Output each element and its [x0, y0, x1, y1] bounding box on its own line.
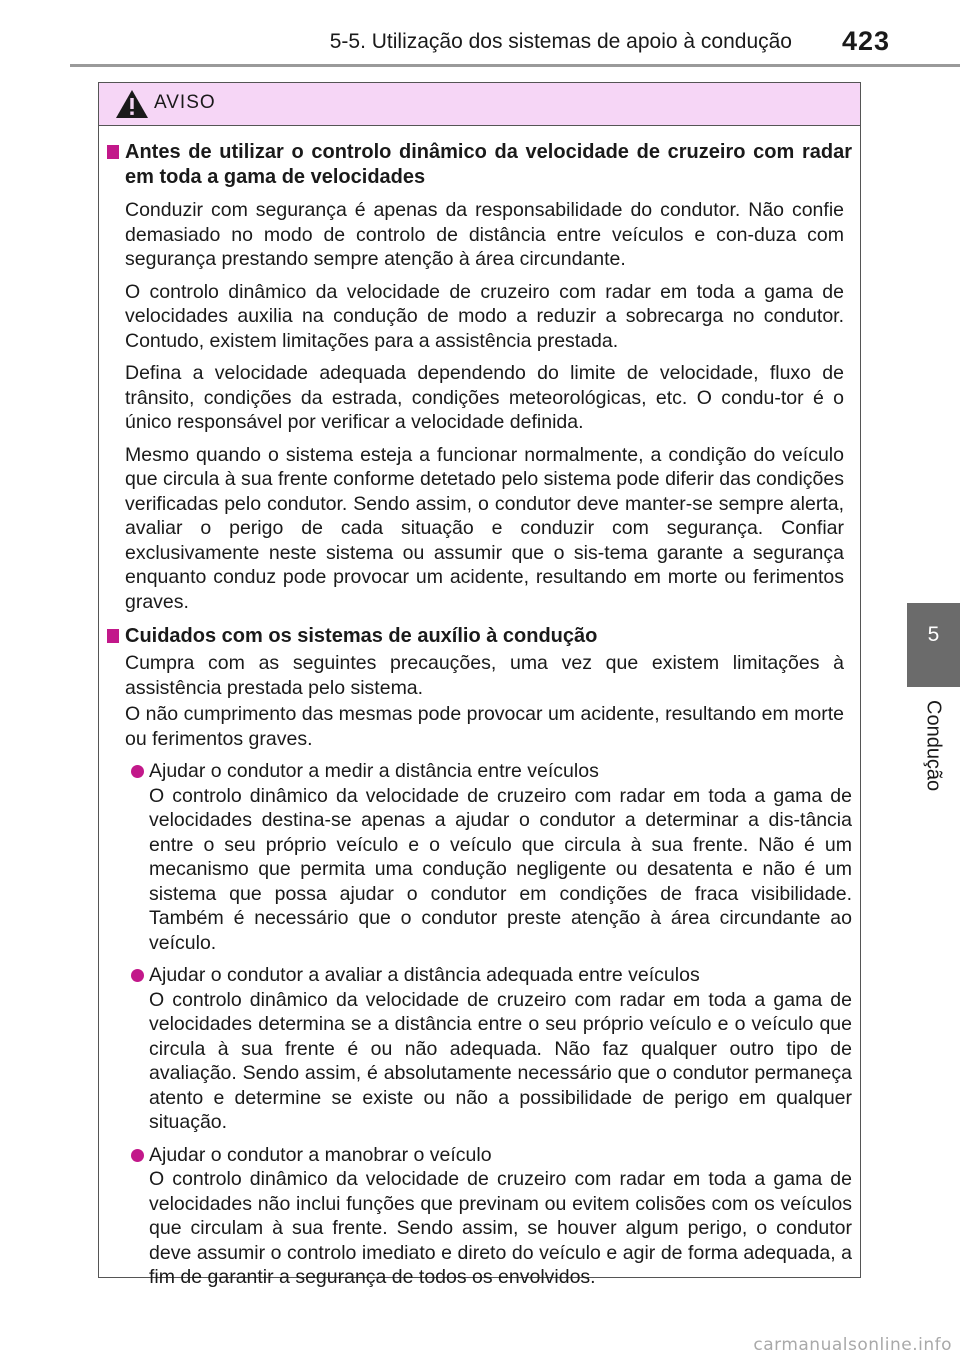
round-bullet-icon — [131, 765, 144, 778]
section-heading-text: Cuidados com os sistemas de auxílio à condução — [125, 625, 598, 647]
section-title: 5-5. Utilização dos sistemas de apoio à condução — [329, 30, 792, 53]
round-bullet-icon — [131, 1149, 144, 1162]
paragraph: O controlo dinâmico da velocidade de cruzeiro com radar em toda a gama de velocidades auxilia na condução de modo a reduzir a sobrecarga no condutor. Contudo, existem limitações para a assistência prestada. — [125, 280, 844, 352]
list-item — [129, 1143, 852, 1290]
list-item-title: Ajudar o condutor a manobrar o veículo — [149, 1143, 492, 1166]
list-item-title: Ajudar o condutor a avaliar a distância adequada entre veículos — [149, 964, 700, 986]
warning-box — [98, 82, 861, 1288]
chapter-label: Condução — [922, 700, 945, 792]
paragraph: Cumpra com as seguintes precauções, uma vez que existem limitações à assistência prestada pelo sistema. — [125, 652, 844, 699]
section-antes — [105, 140, 852, 614]
paragraph: O não cumprimento das mesmas pode provocar um acidente, resultando em morte ou ferimentos graves. — [125, 703, 844, 750]
list-item-text: O controlo dinâmico da velocidade de cruzeiro com radar em toda a gama de velocidades não inclui funções que previnam ou evitem colisões com os veículos que circulam à sua frente. Sendo assim, se houver algum perigo, o condutor deve assumir o controlo imediato e direto do veículo e agir de forma adequada, a fim de garantir a segurança de todos os envolvidos. — [149, 1168, 852, 1288]
warning-body — [99, 126, 860, 1290]
watermark: carmanualsonline.info — [753, 1335, 952, 1355]
list-item — [129, 963, 852, 1135]
warning-label: AVISO — [154, 92, 216, 113]
page-header — [0, 0, 960, 70]
list-item-title: Ajudar o condutor a medir a distância entre veículos — [149, 760, 599, 782]
list-item-text: O controlo dinâmico da velocidade de cruzeiro com radar em toda a gama de velocidades determina se a distância entre o seu próprio veículo e o veículo que circula à sua frente é ou não adequada. Não faz qualquer outro tipo de avaliação. Sendo assim, é absolutamente necessário que o condutor permaneça atento e determine se existe ou não a possibilidade de perigo em qualquer situação. — [149, 988, 852, 1133]
page-number: 423 — [841, 26, 890, 56]
section-heading — [105, 140, 852, 190]
paragraph: Conduzir com segurança é apenas da responsabilidade do condutor. Não confie demasiado no modo de controlo de distância entre veículos e con-duza com segurança prestando sempre atenção à área circundante. — [125, 199, 844, 270]
warning-header — [99, 83, 860, 126]
round-bullet-icon — [131, 969, 144, 982]
section-heading — [105, 624, 852, 649]
warning-triangle-icon — [115, 89, 149, 119]
paragraph: Defina a velocidade adequada dependendo do limite de velocidade, fluxo de trânsito, condições da estrada, condições meteorológicas, etc. O condu-tor é o único responsável por verificar a velocidade definida. — [125, 362, 844, 433]
chapter-tab — [907, 603, 960, 687]
list-item-text: O controlo dinâmico da velocidade de cruzeiro com radar em toda a gama de velocidades destina-se apenas a ajudar o condutor a determinar a dis-tância entre o seu próprio veículo e o veículo que circula à sua frente. Não é um mecanismo que permita uma condução negligente ou desatenta e não é um sistema que possa ajudar o condutor em condições de fraca visibilidade. Também é necessário que o condutor preste atenção à área circundante ao veículo. — [149, 784, 852, 954]
section-heading-text: Antes de utilizar o controlo dinâmico da velocidade de cruzeiro com radar em toda a gama de velocidades — [125, 141, 852, 188]
chapter-number: 5 — [927, 623, 940, 646]
paragraph: Mesmo quando o sistema esteja a funcionar normalmente, a condição do veículo que circula à sua frente conforme detetado pelo sistema pode diferir das condições verificadas pelo condutor. Sendo assim, o condutor deve manter-se sempre alerta, avaliar o perigo de cada situação e conduzir com segurança. Confiar exclusivamente neste sistema ou assumir que o sis-tema garante a segurança enquanto conduz pode provocar um acidente, resultando em morte ou ferimentos graves. — [125, 443, 844, 613]
square-bullet-icon — [107, 629, 119, 643]
header-divider — [70, 64, 960, 67]
section-cuidados — [105, 624, 852, 1290]
list-item — [129, 759, 852, 955]
square-bullet-icon — [107, 145, 119, 159]
